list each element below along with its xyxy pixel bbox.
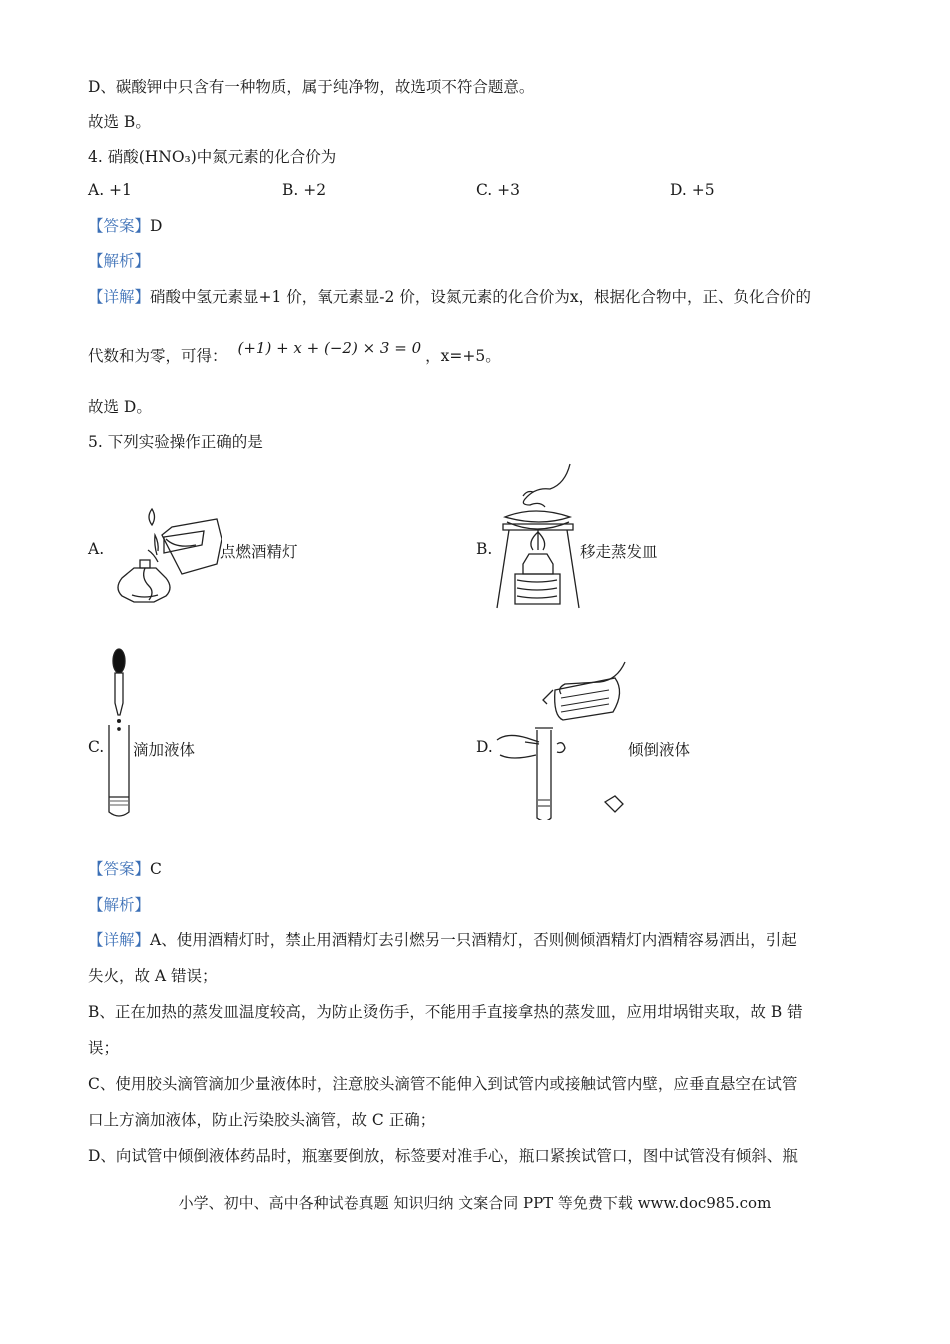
answer-value: C xyxy=(150,860,162,878)
formula: (+1) + x + (−2) × 3 = 0 xyxy=(237,339,422,357)
detail-text: 硝酸中氢元素显+1 价，氧元素显-2 价，设氮元素的化合价为x，根据化合物中，正、负化合价的 xyxy=(150,288,812,306)
answer-tag: 【答案】 xyxy=(88,860,151,878)
detail-text: 代数和为零，可得： xyxy=(88,347,228,365)
option-d-label: D. xyxy=(476,738,493,756)
detail-5-line-5: C、使用胶头滴管滴加少量液体时，注意胶头滴管不能伸入到试管内或接触试管内壁，应垂直悬空在试管 xyxy=(88,1075,798,1093)
text-line: 故选 B。 xyxy=(88,113,151,131)
analysis-tag: 【解析】 xyxy=(88,896,151,914)
detail-4-line-1 xyxy=(88,286,811,308)
option-b: B. +2 xyxy=(282,181,327,199)
caption-b: 移走蒸发皿 xyxy=(580,543,658,561)
dropper-test-tube-illustration xyxy=(100,645,140,825)
detail-5-line-3: B、正在加热的蒸发皿温度较高，为防止烫伤手，不能用手直接拿热的蒸发皿，应用坩埚钳夹取，故 B 错 xyxy=(88,1003,803,1021)
question-4: 4. 硝酸(HNO₃)中氮元素的化合价为 xyxy=(88,148,337,166)
text-line: 故选 D。 xyxy=(88,398,152,416)
option-c: C. +3 xyxy=(476,181,521,199)
detail-5-line-6: 口上方滴加液体，防止污染胶头滴管，故 C 正确； xyxy=(88,1111,436,1129)
caption-c: 滴加液体 xyxy=(133,741,196,759)
evaporating-dish-tripod-illustration xyxy=(495,462,590,612)
detail-5-line-7: D、向试管中倾倒液体药品时，瓶塞要倒放，标签要对准手心，瓶口紧挨试管口，图中试管没有倾斜、瓶 xyxy=(88,1147,798,1165)
analysis-tag: 【解析】 xyxy=(88,252,151,270)
option-a-label: A. xyxy=(88,540,105,558)
option-b-label: B. xyxy=(476,540,493,558)
alcohol-lamp-lighting-illustration xyxy=(102,505,222,610)
text-line: D、碳酸钾中只含有一种物质，属于纯净物，故选项不符合题意。 xyxy=(88,78,535,96)
detail-tag: 【详解】 xyxy=(88,288,151,306)
page-footer: 小学、初中、高中各种试卷真题 知识归纳 文案合同 PPT 等免费下载 www.doc985.com xyxy=(178,1194,772,1212)
detail-5-line-2: 失火，故 A 错误； xyxy=(88,967,218,985)
answer-5 xyxy=(88,858,162,880)
answer-4 xyxy=(88,215,162,237)
option-d: D. +5 xyxy=(670,181,715,199)
detail-5-line-1 xyxy=(88,929,797,951)
detail-4-line-2 xyxy=(88,339,501,367)
detail-text: ，x=+5。 xyxy=(425,347,501,365)
pouring-liquid-illustration xyxy=(495,660,635,820)
detail-text: A、使用酒精灯时，禁止用酒精灯去引燃另一只酒精灯，否则侧倾酒精灯内酒精容易洒出，引起 xyxy=(150,931,797,949)
caption-a: 点燃酒精灯 xyxy=(220,543,298,561)
option-a: A. +1 xyxy=(88,181,132,199)
detail-5-line-4: 误； xyxy=(88,1039,120,1057)
caption-d: 倾倒液体 xyxy=(628,741,691,759)
answer-tag: 【答案】 xyxy=(88,217,151,235)
question-5: 5. 下列实验操作正确的是 xyxy=(88,433,263,451)
answer-value: D xyxy=(150,217,163,235)
option-c-label: C. xyxy=(88,738,105,756)
detail-tag: 【详解】 xyxy=(88,931,151,949)
